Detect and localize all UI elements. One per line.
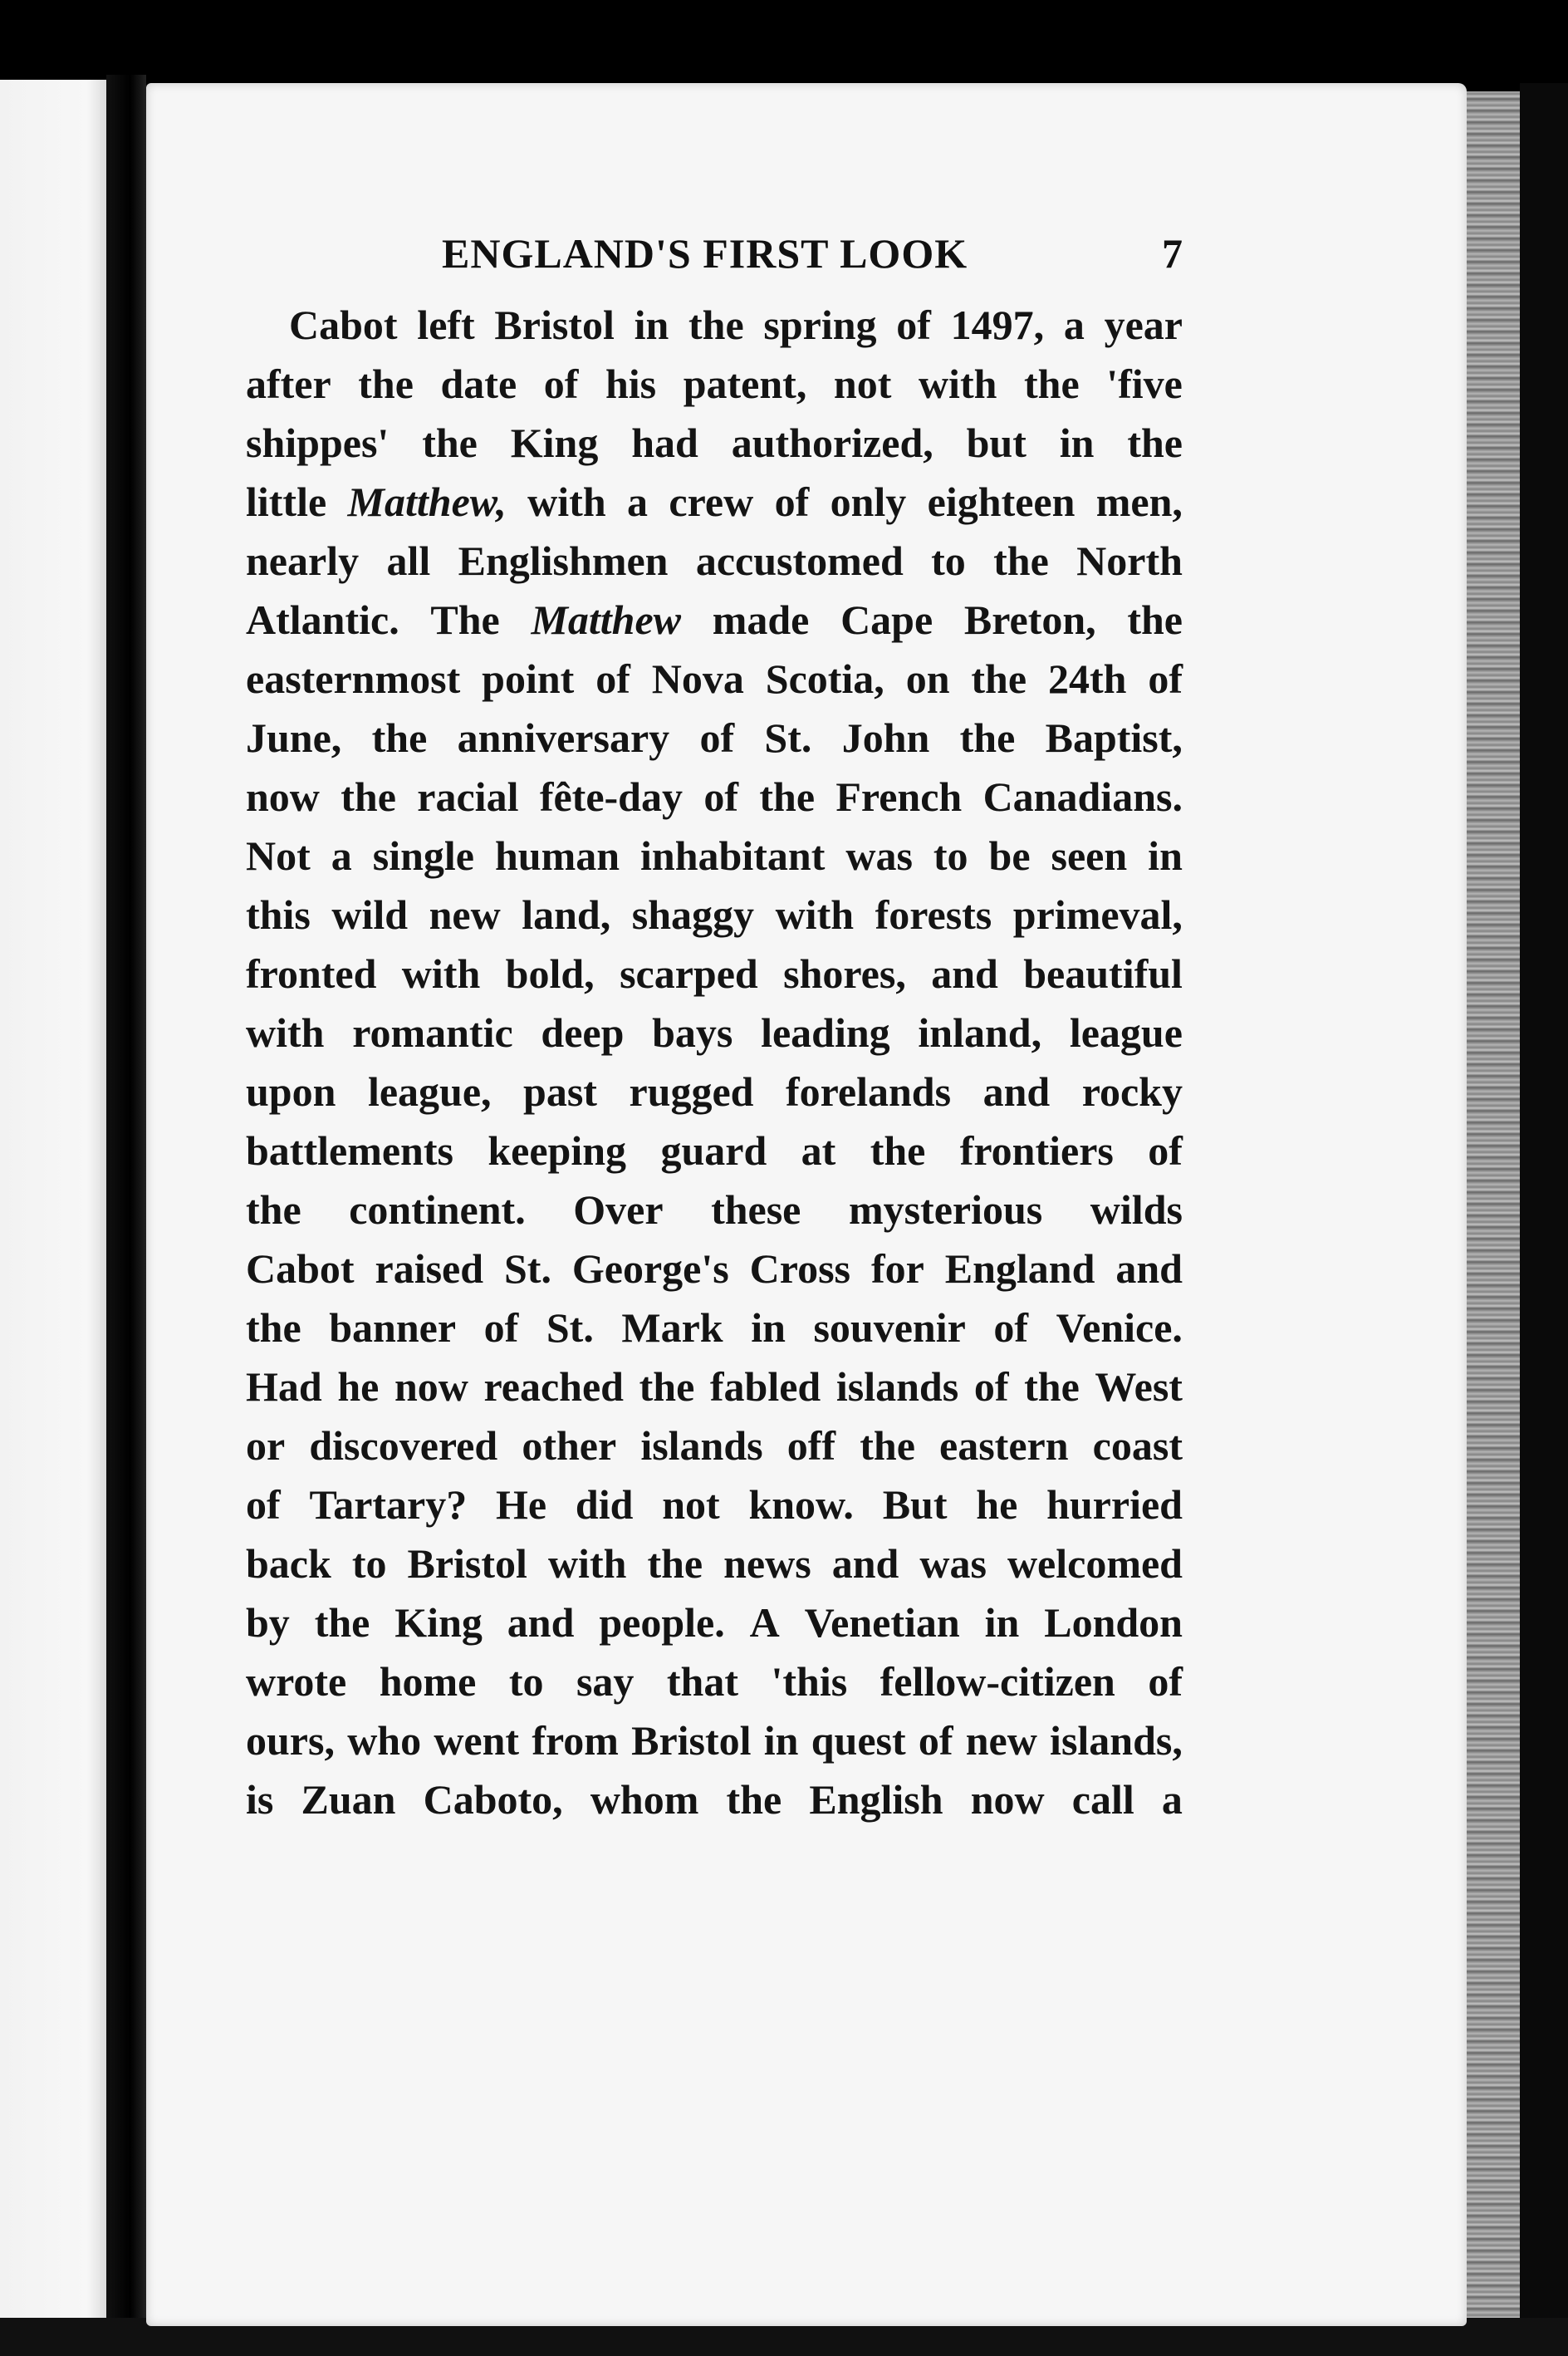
body-paragraph: [246, 296, 1183, 1829]
running-head: [246, 229, 1183, 279]
text-line: nearly all Englishmen accustomed to the North: [246, 537, 1183, 584]
text-line: fronted with bold, scarped shores, and beautiful: [246, 950, 1183, 997]
text-line: the banner of St. Mark in souvenir of Venice.: [246, 1304, 1183, 1351]
text-line: or discovered other islands off the eastern coast: [246, 1422, 1183, 1469]
text-line: the continent. Over these mysterious wilds: [246, 1186, 1183, 1233]
text-line: with romantic deep bays leading inland, league: [246, 1009, 1183, 1056]
text-line: ours, who went from Bristol in quest of new islands,: [246, 1717, 1183, 1764]
text-line: wrote home to say that 'this fellow-citizen of: [246, 1658, 1183, 1705]
text-line: of Tartary? He did not know. But he hurried: [246, 1481, 1183, 1528]
text-line: by the King and people. A Venetian in London: [246, 1599, 1183, 1646]
text-line: after the date of his patent, not with the 'five: [246, 361, 1183, 407]
book-gutter: [106, 75, 146, 2334]
text-line: is Zuan Caboto, whom the English now call a: [246, 1776, 1183, 1823]
scan-right-border: [1520, 83, 1568, 2356]
text-line: easternmost point of Nova Scotia, on the 24th of: [246, 655, 1183, 702]
running-title: ENGLAND'S FIRST LOOK: [442, 230, 968, 277]
page-number: 7: [1162, 230, 1183, 277]
text-line: little Matthew, with a crew of only eighteen men,: [246, 479, 1183, 525]
text-line: shippes' the King had authorized, but in the: [246, 420, 1183, 466]
text-line: now the racial fête-day of the French Canadians.: [246, 773, 1183, 820]
text-line: battlements keeping guard at the frontiers of: [246, 1127, 1183, 1174]
text-line: Cabot left Bristol in the spring of 1497, a year: [289, 302, 1183, 348]
text-line: Not a single human inhabitant was to be seen in: [246, 832, 1183, 879]
text-line: Atlantic. The Matthew made Cape Breton, the: [246, 596, 1183, 643]
text-line: Cabot raised St. George's Cross for England and: [246, 1245, 1183, 1292]
text-line: back to Bristol with the news and was welcomed: [246, 1540, 1183, 1587]
text-line: this wild new land, shaggy with forests primeval,: [246, 891, 1183, 938]
text-line: Had he now reached the fabled islands of the West: [246, 1363, 1183, 1410]
text-line: June, the anniversary of St. John the Baptist,: [246, 714, 1183, 761]
text-line: upon league, past rugged forelands and rocky: [246, 1068, 1183, 1115]
